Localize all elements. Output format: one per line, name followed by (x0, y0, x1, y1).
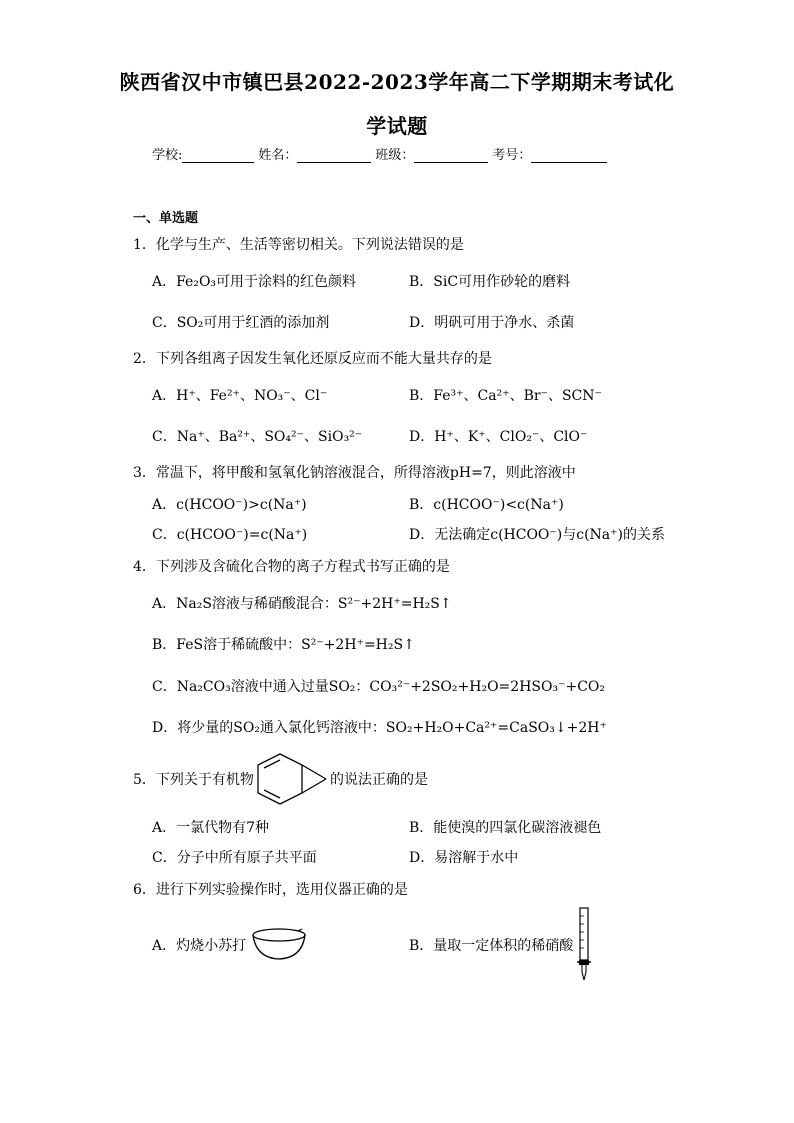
question-1-option-a[interactable]: A．Fe₂O₃可用于涂料的红色颜料 (152, 274, 357, 290)
question-2-stem: 2．下列各组离子因发生氧化还原反应而不能大量共存的是 (133, 351, 492, 367)
question-4-option-b[interactable]: B．FeS溶于稀硫酸中：S²⁻+2H⁺=H₂S↑ (152, 637, 415, 653)
question-5-option-a[interactable]: A．一氯代物有7种 (152, 820, 270, 836)
school-label: 学校: (152, 148, 183, 163)
bicyclic-molecule-icon (254, 750, 330, 810)
question-3-option-a[interactable]: A．c(HCOO⁻)>c(Na⁺) (152, 497, 307, 513)
question-1-option-c[interactable]: C．SO₂可用于红酒的添加剂 (152, 315, 330, 331)
question-5-stem-before: 5．下列关于有机物 (133, 772, 254, 788)
page-title-line2: 学试题 (366, 114, 428, 138)
section-title: 一、单选题 (133, 211, 199, 226)
question-4-stem: 4．下列涉及含硫化合物的离子方程式书写正确的是 (133, 559, 450, 575)
question-5-option-b[interactable]: B．能使溴的四氯化碳溶液褪色 (409, 820, 602, 836)
burette-icon (576, 906, 594, 982)
exam-number-blank[interactable] (531, 148, 607, 163)
question-2-option-d[interactable]: D．H⁺、K⁺、ClO₂⁻、ClO⁻ (409, 429, 588, 445)
question-1-option-d[interactable]: D．明矾可用于净水、杀菌 (409, 315, 575, 331)
question-2-option-b[interactable]: B．Fe³⁺、Ca²⁺、Br⁻、SCN⁻ (409, 388, 602, 404)
question-3-option-c[interactable]: C．c(HCOO⁻)=c(Na⁺) (152, 527, 308, 543)
question-4-option-d[interactable]: D．将少量的SO₂通入氯化钙溶液中：SO₂+H₂O+Ca²⁺=CaSO₃↓+2H⁺ (152, 720, 607, 736)
question-3-option-b[interactable]: B．c(HCOO⁻)<c(Na⁺) (409, 497, 564, 513)
question-5-option-c[interactable]: C．分子中所有原子共平面 (152, 850, 317, 866)
question-1-option-b[interactable]: B．SiC可用作砂轮的磨料 (409, 274, 571, 290)
question-4-option-a[interactable]: A．Na₂S溶液与稀硝酸混合：S²⁻+2H⁺=H₂S↑ (152, 596, 452, 612)
page-title-line1: 陕西省汉中市镇巴县2022-2023学年高二下学期期末考试化 (119, 70, 675, 94)
evaporating-dish-icon (250, 926, 308, 962)
question-3-option-d[interactable]: D．无法确定c(HCOO⁻)与c(Na⁺)的关系 (409, 527, 666, 543)
class-label: 班级： (375, 148, 415, 163)
question-2-option-c[interactable]: C．Na⁺、Ba²⁺、SO₄²⁻、SiO₃²⁻ (152, 429, 363, 445)
class-blank[interactable] (414, 148, 488, 163)
question-4-option-c[interactable]: C．Na₂CO₃溶液中通入过量SO₂：CO₃²⁻+2SO₂+H₂O=2HSO₃⁻+CO₂ (152, 679, 606, 695)
question-6-option-a[interactable]: A．灼烧小苏打 (152, 938, 247, 954)
question-6-option-b[interactable]: B．量取一定体积的稀硝酸 (409, 938, 574, 954)
question-1-stem: 1．化学与生产、生活等密切相关。下列说法错误的是 (133, 237, 464, 253)
exam-number-label: 考号： (492, 148, 532, 163)
name-blank[interactable] (297, 148, 371, 163)
question-6-stem: 6．进行下列实验操作时，选用仪器正确的是 (133, 882, 408, 898)
question-2-option-a[interactable]: A．H⁺、Fe²⁺、NO₃⁻、Cl⁻ (152, 388, 328, 404)
name-label: 姓名： (258, 148, 298, 163)
question-3-stem: 3．常温下，将甲酸和氢氧化钠溶液混合，所得溶液pH=7，则此溶液中 (133, 465, 576, 481)
school-blank[interactable] (182, 148, 254, 163)
question-5-stem-after: 的说法正确的是 (330, 772, 428, 788)
question-5-option-d[interactable]: D．易溶解于水中 (409, 850, 519, 866)
student-info-row (150, 144, 609, 163)
